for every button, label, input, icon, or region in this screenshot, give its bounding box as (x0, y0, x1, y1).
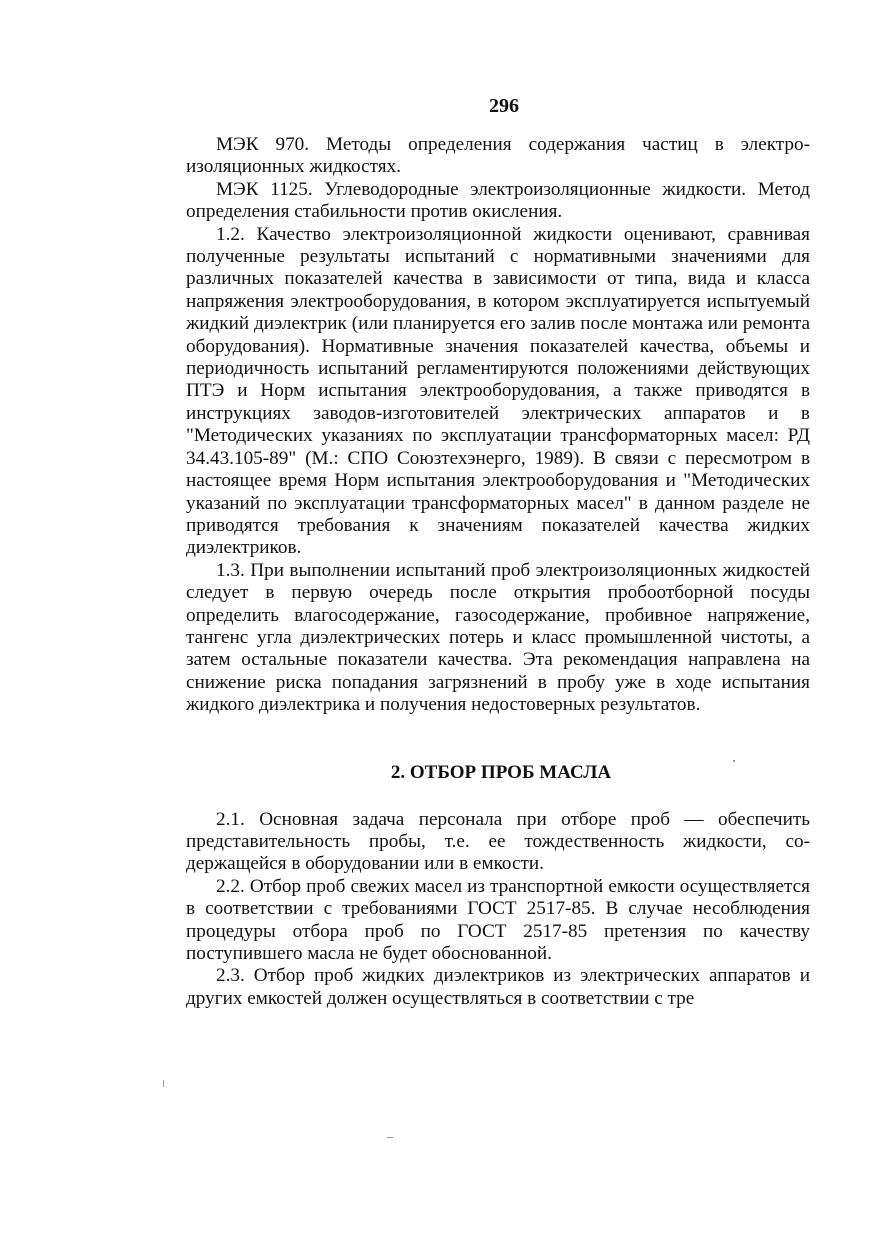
paragraph-iec-970: МЭК 970. Методы определения содержания частиц в электроизоляционных жидкостях. (186, 134, 810, 178)
paragraph-iec-1125: МЭК 1125. Углеводородные электроизоляционные жидкости. Метод определения стабильности против окисления. (186, 178, 810, 223)
paragraph-2-1: 2.1. Основная задача персонала при отборе проб — обеспечить представительность пробы, т.е. ее тождественность жидкости, содержащейся в оборудовании или в емкости. (186, 808, 810, 875)
page-number: 296 (489, 95, 519, 117)
document-page (186, 94, 810, 1010)
paragraph-2-3: 2.3. Отбор проб жидких диэлектриков из электрических аппаратов и других емкостей должен осуществляться в соответствии с тре (186, 965, 810, 1009)
section-title: 2. ОТБОР ПРОБ МАСЛА (390, 761, 612, 783)
scan-speck (163, 1080, 164, 1087)
paragraph-2-2: 2.2. Отбор проб свежих масел из транспортной емкости осуществляется в соответствии с требованиями ГОСТ 2517-85. В случае несоблюдения процедуры отбора проб по ГОСТ 2517-85 претензия по качеству поступившего масла не будет обоснованной. (186, 875, 810, 964)
scan-speck (733, 760, 735, 762)
scan-speck (387, 1137, 393, 1138)
paragraph-1-2: 1.2. Качество электроизоляционной жидкости оценивают, сравнивая полученные результаты испытаний с нормативными значениями для различных показателей качества в зависимости от типа, вида и класса напряжения электрооборудования, в котором эксплуатируется испытуемый жидкий диэлектрик (или планируется его залив после монтажа или ремонта оборудования). Нормативные значения показателей качества, объемы и периодичность испытаний регламентируются положениями действующих ПТЭ и Норм испытания электрооборудования, а также приводятся в инструкциях заводов-изготовителей электрических аппаратов и в "Методических указаниях по эксплуатации трансформаторных масел: РД 34.43.105-89" (М.: СПО Союзтехэнерго, 1989). В связи с пересмотром в настоящее время Норм испытания электрооборудования и "Методических указаний по эксплуатации трансформаторных масел" в данном разделе не приводятся требования к значениям показателей качества жидких диэлектриков. (186, 223, 810, 559)
paragraph-1-3: 1.3. При выполнении испытаний проб электроизоляционных жидкостей следует в первую очередь после открытия пробоотборной посуды определить влагосодержание, газосодержание, пробивное напряжение, тангенс угла диэлектрических потерь и класс промышленной чистоты, а затем остальные показатели качества. Эта рекомендация направлена на снижение риска попадания загрязнений в пробу уже в ходе испытания жидкого диэлектрика и получения недостоверных результатов. (186, 559, 810, 716)
